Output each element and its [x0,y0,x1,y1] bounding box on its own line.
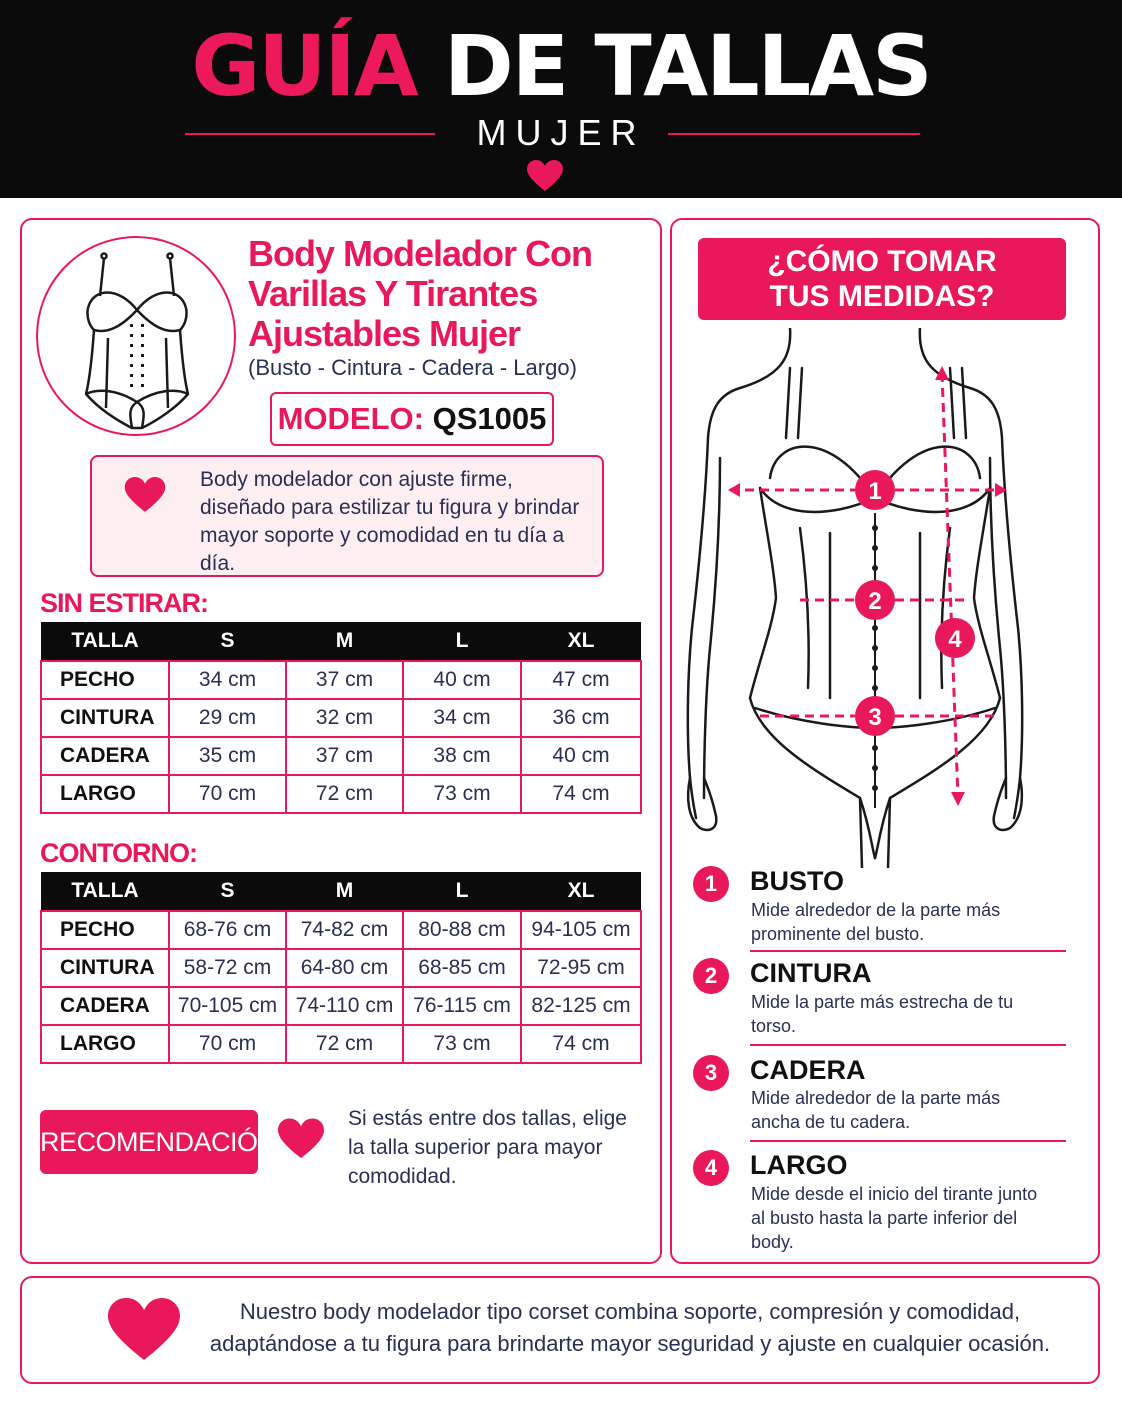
row-label: CINTURA [41,949,169,987]
row-label: LARGO [41,775,169,813]
table-row [41,987,641,1025]
table-cell: 73 cm [403,775,521,813]
table-cell: 73 cm [403,1025,521,1063]
recommendation-badge: RECOMENDACIÓN [40,1110,258,1174]
table-cell: 29 cm [169,699,286,737]
body-figure-illustration [680,328,1090,868]
marker-3: 3 [868,704,882,731]
table-header-cell: M [286,622,403,661]
row-label: CINTURA [41,699,169,737]
row-label: CADERA [41,987,169,1025]
table-header-cell: S [169,872,286,911]
table-cell: 80-88 cm [403,911,521,949]
sin-estirar-table [40,622,642,814]
step-title-cintura: CINTURA [750,958,872,988]
table-cell: 37 cm [286,737,403,775]
page-title [0,18,1122,114]
how-title-line2: TUS MEDIDAS? [769,280,995,313]
table-cell: 34 cm [403,699,521,737]
step-desc-busto: Mide alrededor de la parte más prominente del busto. [751,900,1001,944]
title-rest: DE TALLAS [443,17,931,115]
table-header-cell: L [403,872,521,911]
table-header-cell: TALLA [41,872,169,911]
table-header-cell: L [403,622,521,661]
how-title-line1: ¿CÓMO TOMAR [767,245,997,278]
marker-4: 4 [948,626,962,653]
marker-1: 1 [868,478,882,505]
model-code: QS1005 [432,401,547,436]
table-row [41,1025,641,1063]
table-cell: 74-110 cm [286,987,403,1025]
how-to-measure-title [698,238,1066,320]
table-cell: 35 cm [169,737,286,775]
sin-estirar-label: SIN ESTIRAR: [40,588,209,618]
table-cell: 94-105 cm [521,911,641,949]
table-header-cell: M [286,872,403,911]
heart-icon [124,477,166,513]
step-desc-largo: Mide desde el inicio del tirante junto al busto hasta la parte inferior del body. [751,1184,1038,1252]
step-divider [750,1044,1066,1046]
table-cell: 38 cm [403,737,521,775]
step-desc-cadera: Mide alrededor de la parte más ancha de tu cadera. [751,1088,1001,1132]
row-label: LARGO [41,1025,169,1063]
step-title-largo: LARGO [750,1150,848,1180]
step-number-3: 3 [693,1055,729,1091]
table-cell: 64-80 cm [286,949,403,987]
heart-icon [527,160,563,192]
table-header-cell: TALLA [41,622,169,661]
step-desc-cintura: Mide la parte más estrecha de tu torso. [751,992,1014,1036]
table-cell: 47 cm [521,661,641,699]
table-cell: 72-95 cm [521,949,641,987]
table-cell: 76-115 cm [403,987,521,1025]
table-cell: 74 cm [521,1025,641,1063]
table-cell: 34 cm [169,661,286,699]
table-cell: 40 cm [521,737,641,775]
table-row [41,699,641,737]
product-subtitle: (Busto - Cintura - Cadera - Largo) [248,355,577,380]
bodysuit-icon [38,238,234,434]
table-cell: 72 cm [286,775,403,813]
product-description: Body modelador con ajuste firme, diseñado para estilizar tu figura y brindar mayor soporte y comodidad en tu día a día. [200,468,580,575]
row-label: PECHO [41,911,169,949]
recommendation-text: Si estás entre dos tallas, elige la talla superior para mayor comodidad. [348,1107,627,1188]
table-header-cell: XL [521,872,641,911]
product-image-circle [36,236,236,436]
step-number-2: 2 [693,958,729,994]
step-divider [750,1140,1066,1142]
table-row [41,737,641,775]
table-row [41,775,641,813]
table-cell: 40 cm [403,661,521,699]
row-label: PECHO [41,661,169,699]
heart-icon [278,1118,324,1160]
title-accent: GUÍA [191,17,417,115]
table-header-row [41,872,641,911]
model-badge [270,392,554,446]
table-cell: 68-76 cm [169,911,286,949]
table-cell: 74-82 cm [286,911,403,949]
step-title-busto: BUSTO [750,866,845,896]
table-header-cell: XL [521,622,641,661]
table-row [41,949,641,987]
table-cell: 68-85 cm [403,949,521,987]
step-number-4: 4 [693,1150,729,1186]
product-title: Body Modelador Con Varillas Y Tirantes Ajustables Mujer [248,233,592,354]
step-divider [750,950,1066,952]
step-number-1: 1 [693,866,729,902]
table-cell: 70 cm [169,775,286,813]
contorno-table [40,872,642,1064]
table-cell: 72 cm [286,1025,403,1063]
contorno-label: CONTORNO: [40,838,197,868]
table-cell: 32 cm [286,699,403,737]
marker-2: 2 [868,588,882,615]
table-cell: 36 cm [521,699,641,737]
table-cell: 70-105 cm [169,987,286,1025]
page-subtitle: MUJER [476,112,646,153]
table-header-row [41,622,641,661]
table-row [41,661,641,699]
step-title-cadera: CADERA [750,1055,866,1085]
row-label: CADERA [41,737,169,775]
table-cell: 74 cm [521,775,641,813]
table-row [41,911,641,949]
heart-icon [108,1298,180,1362]
table-header-cell: S [169,622,286,661]
model-label: MODELO: [277,401,424,436]
table-cell: 58-72 cm [169,949,286,987]
footer-text: Nuestro body modelador tipo corset combina soporte, compresión y comodidad, adaptándose a tu figura para brindarte mayor seguridad y ajuste en cualquier ocasión. [209,1299,1051,1356]
table-cell: 82-125 cm [521,987,641,1025]
table-cell: 37 cm [286,661,403,699]
table-cell: 70 cm [169,1025,286,1063]
